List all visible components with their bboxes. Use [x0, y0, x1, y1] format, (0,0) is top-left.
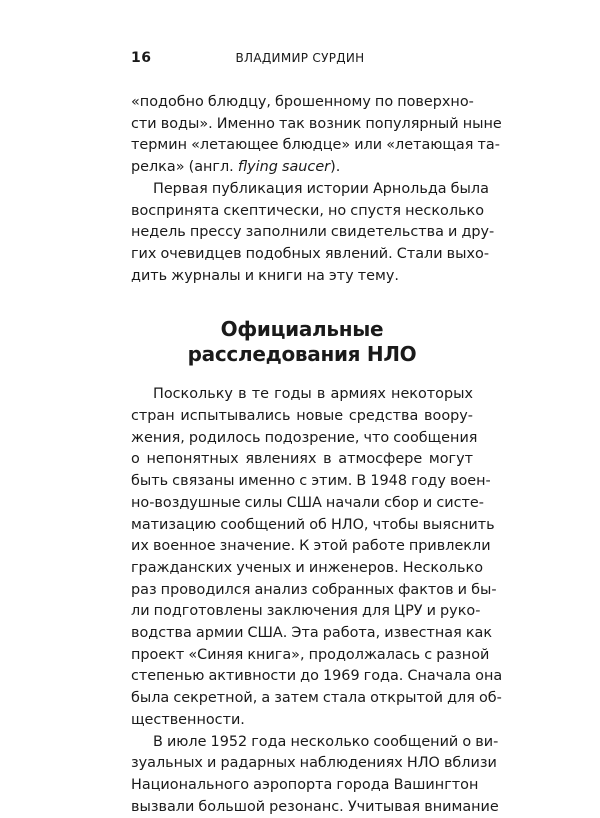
italic-term: flying saucer: [237, 159, 331, 176]
paragraph-continuation: [131, 92, 502, 179]
text-line: гражданских ученых и инженеров. Несколько: [131, 559, 484, 576]
text-fragment: ).: [330, 159, 341, 176]
text-line: термин «летающее блюдце» или «летающая та-: [131, 137, 500, 154]
text-fragment: Поскольку в те годы в армиях некоторых: [153, 386, 473, 403]
paragraph-washington-1952: [131, 732, 499, 818]
text-line: матизацию сообщений об НЛО, чтобы выяснить: [131, 516, 495, 533]
text-line: но-воздушные силы США начали сбор и систе-: [131, 494, 484, 511]
text-line: проект «Синяя книга», продолжалась с разной: [131, 646, 490, 663]
text-line: ли подготовлены заключения для ЦРУ и руко-: [131, 603, 481, 620]
paragraph-first-publication: [131, 179, 495, 288]
text-line: «подобно блюдцу, брошенному по поверхно-: [131, 94, 474, 110]
text-line: Национального аэропорта города Вашингтон: [131, 776, 479, 793]
text-line: недель прессу заполнили свидетельства и дру-: [131, 224, 495, 241]
text-line: вызвали большой резонанс. Учитывая внимание: [131, 798, 499, 815]
text-line: [131, 732, 499, 754]
text-line: дить журналы и книги на эту тему.: [131, 267, 399, 284]
text-line: степенью активности до 1969 года. Сначала она: [131, 668, 503, 685]
section-heading-line: Официальные: [220, 317, 384, 342]
text-line: быть связаны именно с этим. В 1948 году воен-: [131, 473, 491, 490]
text-line: их военное значение. К этой работе привлекли: [131, 538, 491, 555]
text-line: воспринята скептически, но спустя несколько: [131, 202, 484, 219]
text-line: щественности.: [131, 711, 245, 728]
text-line: [131, 157, 473, 179]
page-body: [131, 92, 503, 818]
text-fragment: В июле 1952 года несколько сообщений о ви-: [153, 733, 499, 750]
text-line: сти воды». Именно так возник популярный ныне: [131, 115, 502, 132]
page-number: 16: [131, 50, 152, 66]
text-line: о непонятных явлениях в атмосфере могут: [131, 451, 473, 468]
text-fragment: релка» (англ.: [131, 159, 238, 176]
section-heading: [131, 317, 473, 367]
text-line: была секретной, а затем стала открытой для об-: [131, 690, 502, 707]
text-line: стран испытывались новые средства воору-: [131, 408, 473, 425]
text-line: раз проводился анализ собранных фактов и бы-: [131, 581, 497, 598]
text-fragment: Первая публикация истории Арнольда была: [153, 180, 489, 197]
text-line: водства армии США. Эта работа, известная как: [131, 625, 493, 642]
text-line: гих очевидцев подобных явлений. Стали выхо-: [131, 245, 490, 262]
text-line: [131, 384, 473, 406]
section-heading-line: расследования НЛО: [187, 342, 417, 367]
paragraph-military-investigation: [131, 384, 503, 731]
running-head-author: ВЛАДИМИР СУРДИН: [235, 51, 365, 65]
text-line: [131, 179, 489, 201]
text-line: зуальных и радарных наблюдениях НЛО вблизи: [131, 755, 497, 772]
text-line: жения, родилось подозрение, что сообщения: [131, 429, 478, 446]
